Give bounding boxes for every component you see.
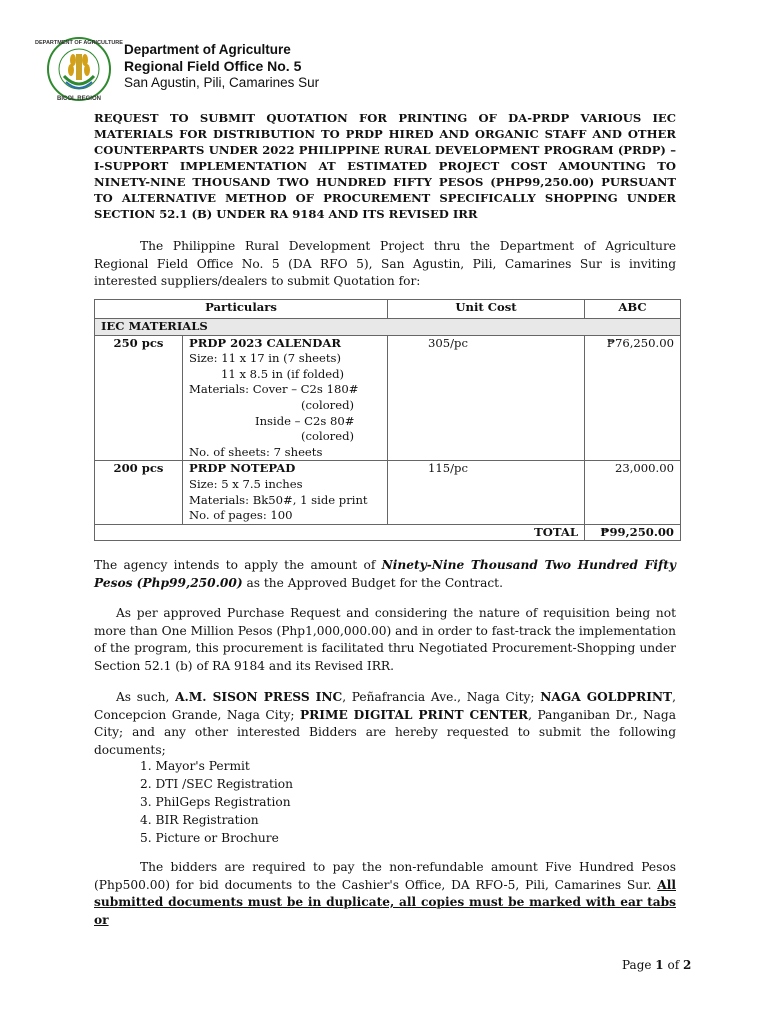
bidder-3: PRIME DIGITAL PRINT CENTER: [300, 707, 529, 722]
item-name: PRDP 2023 CALENDAR: [189, 335, 341, 350]
list-item: 3. PhilGeps Registration: [140, 795, 291, 809]
bidders-text-d: , Concepcion Grande, Naga City;: [94, 690, 676, 722]
document-title: REQUEST TO SUBMIT QUOTATION FOR PRINTING OF DA-PRDP VARIOUS IEC MATERIALS FOR DISTRIBUTION TO PRDP HIRED AND ORGANIC STAFF AND OTHER COUNTERPARTS UNDER 2022 PHILIPPINE RURAL DEVELOPMENT PROGRAM (PRDP) – I-SUPPORT IMPLEMENTATION AT ESTIMATED PROJECT COST AMOUNTING TO NINETY-NINE THOUSAND TWO HUNDRED FIFTY PESOS (PHP99,250.00) PURSUANT TO ALTERNATIVE METHOD OF PROCUREMENT SPECIFICALLY SHOPPING UNDER SECTION 52.1 (B) UNDER RA 9184 AND ITS REVISED IRR: [94, 111, 676, 221]
budget-paragraph: [94, 557, 676, 592]
item-materials: Materials: Cover – C2s 180#: [189, 382, 359, 397]
item-qty: 250 pcs: [95, 335, 183, 461]
budget-amount: Ninety-Nine Thousand Two Hundred Fifty Pesos (Php99,250.00): [94, 558, 676, 590]
section-label: IEC MATERIALS: [95, 319, 681, 336]
list-item: 4. BIR Registration: [140, 813, 259, 827]
item-name: PRDP NOTEPAD: [189, 461, 296, 476]
list-item: 1. Mayor's Permit: [140, 759, 250, 773]
header-abc: ABC: [585, 300, 681, 319]
table-row: [95, 461, 681, 524]
page-of: of: [663, 958, 683, 972]
item-particulars: [183, 461, 388, 524]
item-abc: 23,000.00: [585, 461, 681, 524]
agency-name: Department of Agriculture: [124, 42, 291, 57]
office-address: San Agustin, Pili, Camarines Sur: [124, 75, 320, 90]
seal-text-bottom: BICOL REGION: [57, 96, 101, 102]
bidders-text-c: , Peñafrancia Ave., Naga City;: [342, 690, 541, 704]
seal-text-top: DEPARTMENT OF AGRICULTURE: [35, 40, 123, 46]
payment-paragraph: [94, 859, 676, 929]
duplicate-notice: All submitted documents must be in duplicate, all copies must be marked with ear tabs or: [94, 877, 676, 927]
total-row: [95, 524, 681, 541]
table-row: [95, 335, 681, 461]
department-seal-logo: [35, 36, 123, 102]
list-item: 5. Picture or Brochure: [140, 831, 279, 845]
letterhead: [35, 36, 360, 102]
bidder-2: NAGA GOLDPRINT: [540, 690, 673, 704]
item-size: Size: 5 x 7.5 inches: [189, 476, 303, 491]
item-abc: ₱76,250.00: [585, 335, 681, 461]
header-particulars: Particulars: [95, 300, 388, 319]
intro-paragraph: The Philippine Rural Development Project thru the Department of Agriculture Regional Field Office No. 5 (DA RFO 5), San Agustin, Pili, Camarines Sur is inviting interested suppliers/dealers to submit Quotation for:: [94, 239, 676, 288]
item-materials-note: (colored): [301, 397, 355, 412]
payment-text: The bidders are required to pay the non-refundable amount Five Hundred Pesos (Php500.00) for bid documents to the Cashier's Office, DA RFO-5, Pili, Camarines Sur.: [94, 860, 676, 892]
page-label: Page: [622, 958, 656, 972]
page-total: 2: [682, 958, 692, 972]
budget-text-pre: The agency intends to apply the amount of: [94, 558, 382, 572]
office-name: Regional Field Office No. 5: [124, 58, 302, 74]
quotation-table: [94, 299, 681, 541]
page-current: 1: [655, 958, 664, 972]
header-unit-cost: Unit Cost: [388, 300, 585, 319]
bidders-text-e: , Panganiban Dr., Naga City; and any other interested Bidders are hereby requested to submit the following documents;: [94, 707, 677, 757]
bidder-1: A.M. SISON PRESS INC: [175, 690, 343, 704]
item-particulars: [183, 335, 388, 461]
page-number: [622, 958, 691, 972]
total-value: ₱99,250.00: [585, 524, 681, 541]
table-header-row: [95, 300, 681, 319]
item-qty: 200 pcs: [95, 461, 183, 524]
item-unit-cost: 115/pc: [388, 461, 585, 524]
bidders-text-a: As such,: [116, 690, 176, 704]
item-unit-cost: 305/pc: [388, 335, 585, 461]
budget-text-post: as the Approved Budget for the Contract.: [242, 575, 503, 590]
required-documents-list: [140, 757, 293, 847]
item-materials: Materials: Bk50#, 1 side print: [189, 492, 368, 507]
item-materials-inside: Inside – C2s 80#: [255, 413, 355, 428]
item-pages: No. of pages: 100: [189, 508, 293, 523]
item-sheets: No. of sheets: 7 sheets: [189, 444, 323, 459]
section-row: [95, 319, 681, 336]
bidders-paragraph: [94, 689, 676, 759]
item-size: Size: 11 x 17 in (7 sheets): [189, 351, 342, 366]
item-size-folded: 11 x 8.5 in (if folded): [221, 366, 345, 381]
item-materials-inside-note: (colored): [301, 429, 355, 444]
total-label: TOTAL: [95, 524, 585, 541]
list-item: 2. DTI /SEC Registration: [140, 777, 293, 791]
procurement-paragraph: As per approved Purchase Request and considering the nature of requisition being not more than One Million Pesos (Php1,000,000.00) and in order to fast-track the implementation of the program, this procurement is facilitated thru Negotiated Procurement-Shopping under Section 52.1 (b) of RA 9184 and its Revised IRR.: [94, 606, 676, 673]
